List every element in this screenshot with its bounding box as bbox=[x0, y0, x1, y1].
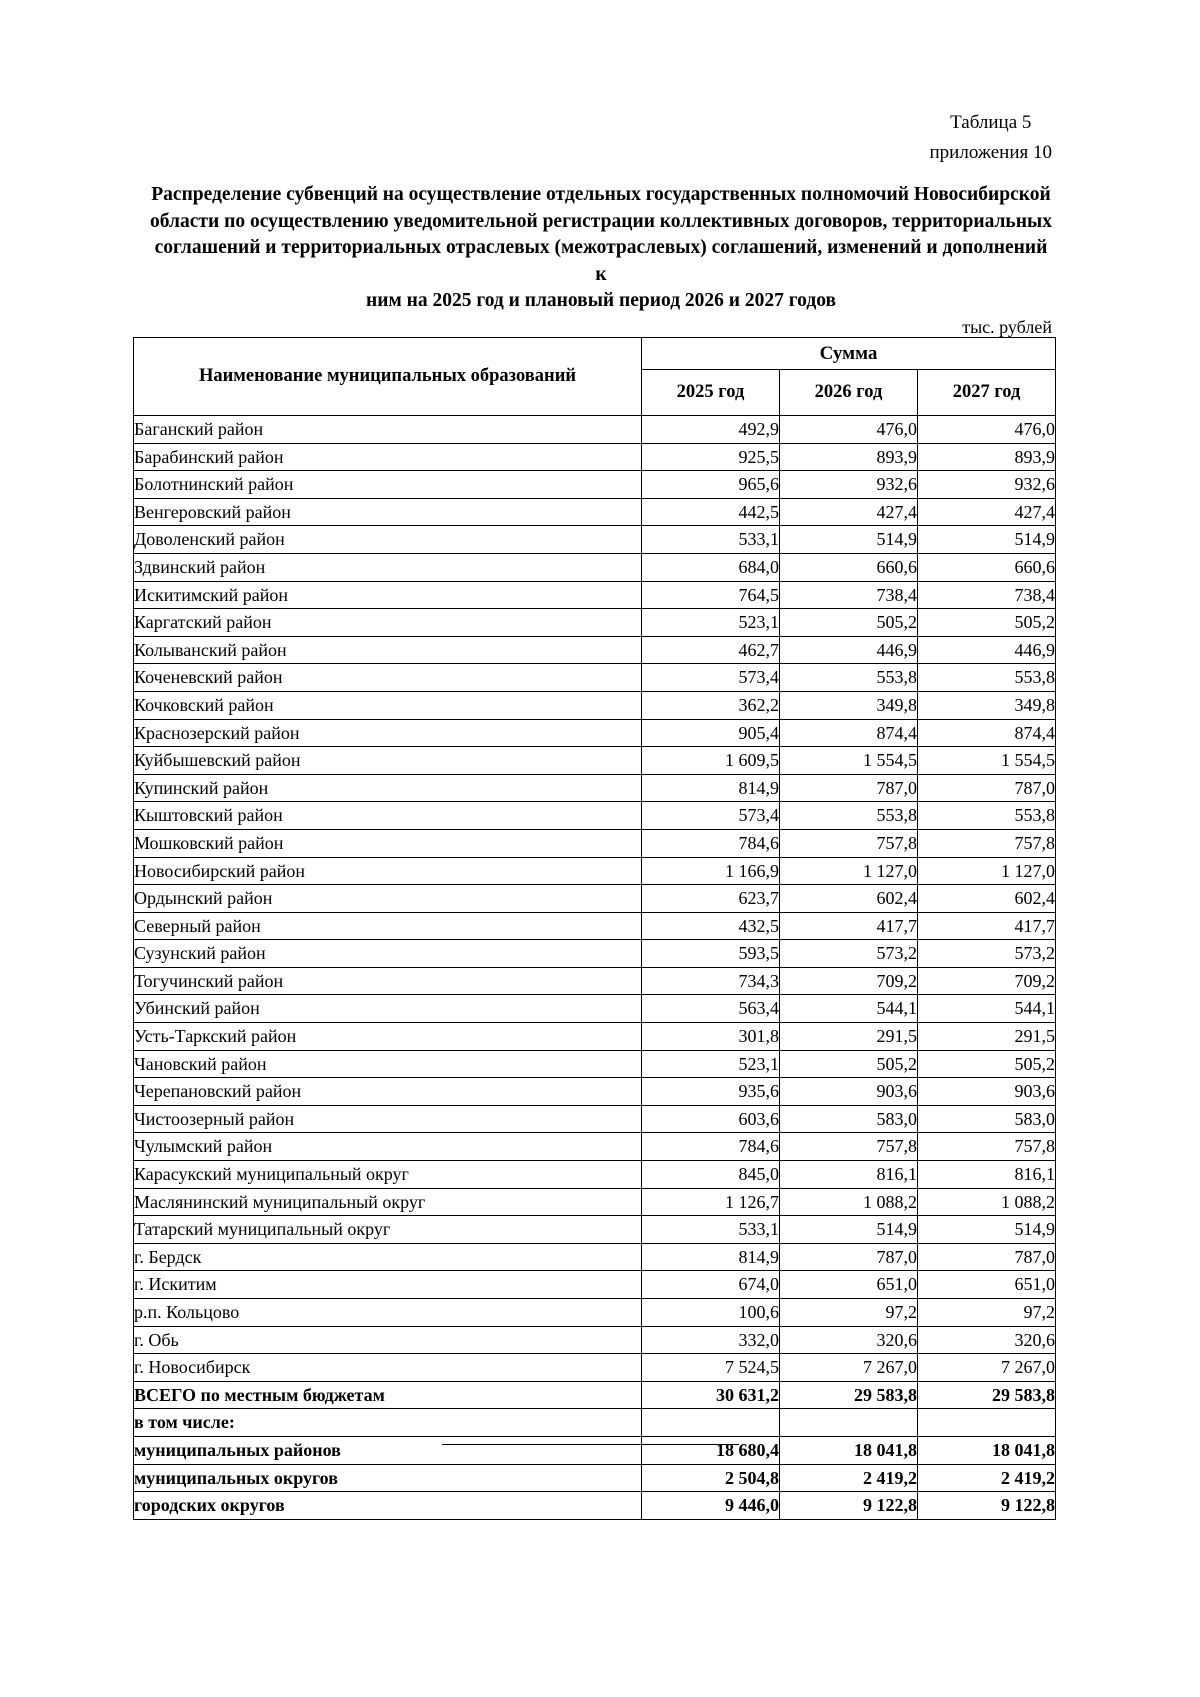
row-value-y2027: 816,1 bbox=[918, 1161, 1056, 1189]
row-value-y2026: 476,0 bbox=[780, 416, 918, 444]
table-row bbox=[134, 885, 1056, 913]
row-value-y2025: 442,5 bbox=[642, 498, 780, 526]
row-value-y2027 bbox=[918, 1409, 1056, 1437]
row-value-y2025: 784,6 bbox=[642, 1133, 780, 1161]
table-row bbox=[134, 1326, 1056, 1354]
row-value-y2025: 573,4 bbox=[642, 802, 780, 830]
row-name-cell: Краснозерский район bbox=[134, 719, 642, 747]
table-row bbox=[134, 912, 1056, 940]
row-value-y2026: 573,2 bbox=[780, 940, 918, 968]
row-value-y2025: 2 504,8 bbox=[642, 1464, 780, 1492]
table-row bbox=[134, 498, 1056, 526]
table-row bbox=[134, 774, 1056, 802]
row-name-cell: в том числе: bbox=[134, 1409, 642, 1437]
row-value-y2026: 553,8 bbox=[780, 802, 918, 830]
table-row bbox=[134, 664, 1056, 692]
row-name-cell: Чановский район bbox=[134, 1050, 642, 1078]
column-header-year-2025: 2025 год bbox=[642, 370, 780, 416]
row-value-y2025: 935,6 bbox=[642, 1078, 780, 1106]
row-value-y2027: 7 267,0 bbox=[918, 1354, 1056, 1382]
row-name-cell: Мошковский район bbox=[134, 829, 642, 857]
table-row bbox=[134, 1271, 1056, 1299]
row-value-y2027: 505,2 bbox=[918, 609, 1056, 637]
row-value-y2027: 476,0 bbox=[918, 416, 1056, 444]
table-row bbox=[134, 1105, 1056, 1133]
table-row bbox=[134, 609, 1056, 637]
row-name-cell: Чистоозерный район bbox=[134, 1105, 642, 1133]
row-value-y2025 bbox=[642, 1409, 780, 1437]
row-name-cell: Новосибирский район bbox=[134, 857, 642, 885]
row-name-cell: Болотнинский район bbox=[134, 471, 642, 499]
table-row bbox=[134, 691, 1056, 719]
row-value-y2027: 660,6 bbox=[918, 553, 1056, 581]
row-value-y2026: 709,2 bbox=[780, 967, 918, 995]
row-value-y2026: 1 088,2 bbox=[780, 1188, 918, 1216]
row-value-y2027: 320,6 bbox=[918, 1326, 1056, 1354]
row-name-cell: Усть-Таркский район bbox=[134, 1023, 642, 1051]
row-value-y2027: 544,1 bbox=[918, 995, 1056, 1023]
row-value-y2026: 874,4 bbox=[780, 719, 918, 747]
row-value-y2025: 432,5 bbox=[642, 912, 780, 940]
row-value-y2025: 593,5 bbox=[642, 940, 780, 968]
row-value-y2026: 446,9 bbox=[780, 636, 918, 664]
table-row bbox=[134, 1050, 1056, 1078]
row-name-cell: Черепановский район bbox=[134, 1078, 642, 1106]
row-value-y2027: 1 127,0 bbox=[918, 857, 1056, 885]
table-row bbox=[134, 443, 1056, 471]
table-body bbox=[134, 416, 1056, 1520]
row-value-y2025: 784,6 bbox=[642, 829, 780, 857]
table-row bbox=[134, 1161, 1056, 1189]
units-label: тыс. рублей bbox=[962, 317, 1052, 337]
row-value-y2026: 427,4 bbox=[780, 498, 918, 526]
table-row bbox=[134, 581, 1056, 609]
row-value-y2027: 709,2 bbox=[918, 967, 1056, 995]
row-value-y2027: 349,8 bbox=[918, 691, 1056, 719]
table-row bbox=[134, 1436, 1056, 1464]
row-value-y2026: 505,2 bbox=[780, 1050, 918, 1078]
row-name-cell: Здвинский район bbox=[134, 553, 642, 581]
table-row bbox=[134, 636, 1056, 664]
row-name-cell: Ордынский район bbox=[134, 885, 642, 913]
row-value-y2026: 757,8 bbox=[780, 1133, 918, 1161]
row-value-y2027: 757,8 bbox=[918, 1133, 1056, 1161]
row-name-cell: Убинский район bbox=[134, 995, 642, 1023]
row-value-y2027: 787,0 bbox=[918, 774, 1056, 802]
row-value-y2026: 417,7 bbox=[780, 912, 918, 940]
row-value-y2025: 734,3 bbox=[642, 967, 780, 995]
row-name-cell: Сузунский район bbox=[134, 940, 642, 968]
row-value-y2027: 29 583,8 bbox=[918, 1381, 1056, 1409]
row-value-y2026: 816,1 bbox=[780, 1161, 918, 1189]
table-row bbox=[134, 1023, 1056, 1051]
row-value-y2025: 1 166,9 bbox=[642, 857, 780, 885]
row-value-y2025: 814,9 bbox=[642, 774, 780, 802]
title-line-4: ним на 2025 год и плановый период 2026 и 2027 годов bbox=[365, 290, 837, 311]
row-value-y2027: 553,8 bbox=[918, 664, 1056, 692]
row-name-cell: Карасукский муниципальный округ bbox=[134, 1161, 642, 1189]
row-value-y2026 bbox=[780, 1409, 918, 1437]
table-row bbox=[134, 1299, 1056, 1327]
row-value-y2026: 291,5 bbox=[780, 1023, 918, 1051]
column-header-year-2027: 2027 год bbox=[918, 370, 1056, 416]
row-value-y2025: 1 126,7 bbox=[642, 1188, 780, 1216]
row-value-y2025: 684,0 bbox=[642, 553, 780, 581]
row-value-y2027: 514,9 bbox=[918, 526, 1056, 554]
table-row bbox=[134, 1354, 1056, 1382]
row-value-y2025: 523,1 bbox=[642, 609, 780, 637]
row-value-y2027: 97,2 bbox=[918, 1299, 1056, 1327]
row-value-y2025: 965,6 bbox=[642, 471, 780, 499]
row-value-y2026: 1 554,5 bbox=[780, 747, 918, 775]
row-value-y2025: 9 446,0 bbox=[642, 1492, 780, 1520]
table-row bbox=[134, 1078, 1056, 1106]
row-value-y2026: 514,9 bbox=[780, 526, 918, 554]
row-value-y2026: 2 419,2 bbox=[780, 1464, 918, 1492]
row-value-y2027: 446,9 bbox=[918, 636, 1056, 664]
row-value-y2025: 301,8 bbox=[642, 1023, 780, 1051]
row-value-y2027: 2 419,2 bbox=[918, 1464, 1056, 1492]
document-reference bbox=[930, 108, 1052, 168]
row-name-cell: Искитимский район bbox=[134, 581, 642, 609]
row-value-y2025: 845,0 bbox=[642, 1161, 780, 1189]
footer-divider bbox=[442, 1444, 739, 1445]
row-value-y2025: 533,1 bbox=[642, 526, 780, 554]
row-name-cell: Кыштовский район bbox=[134, 802, 642, 830]
row-value-y2027: 1 554,5 bbox=[918, 747, 1056, 775]
row-value-y2026: 738,4 bbox=[780, 581, 918, 609]
row-value-y2025: 332,0 bbox=[642, 1326, 780, 1354]
row-value-y2025: 362,2 bbox=[642, 691, 780, 719]
row-value-y2027: 1 088,2 bbox=[918, 1188, 1056, 1216]
table-row bbox=[134, 967, 1056, 995]
row-value-y2027: 9 122,8 bbox=[918, 1492, 1056, 1520]
row-value-y2025: 905,4 bbox=[642, 719, 780, 747]
table-row bbox=[134, 1188, 1056, 1216]
appendix-number: приложения 10 bbox=[929, 142, 1052, 163]
row-name-cell: г. Искитим bbox=[134, 1271, 642, 1299]
row-value-y2027: 932,6 bbox=[918, 471, 1056, 499]
row-value-y2025: 492,9 bbox=[642, 416, 780, 444]
page-title bbox=[148, 182, 1054, 315]
row-value-y2027: 417,7 bbox=[918, 912, 1056, 940]
row-value-y2026: 544,1 bbox=[780, 995, 918, 1023]
row-value-y2026: 660,6 bbox=[780, 553, 918, 581]
row-name-cell: г. Бердск bbox=[134, 1243, 642, 1271]
row-value-y2026: 651,0 bbox=[780, 1271, 918, 1299]
row-name-cell: Татарский муниципальный округ bbox=[134, 1216, 642, 1244]
table-row bbox=[134, 940, 1056, 968]
column-header-group-sum: Сумма bbox=[642, 338, 1056, 370]
row-value-y2025: 623,7 bbox=[642, 885, 780, 913]
row-value-y2027: 427,4 bbox=[918, 498, 1056, 526]
table-row bbox=[134, 553, 1056, 581]
table-header bbox=[134, 338, 1056, 416]
row-name-cell: г. Новосибирск bbox=[134, 1354, 642, 1382]
budget-table bbox=[133, 337, 1056, 1520]
row-value-y2026: 553,8 bbox=[780, 664, 918, 692]
row-name-cell: г. Обь bbox=[134, 1326, 642, 1354]
row-value-y2025: 603,6 bbox=[642, 1105, 780, 1133]
column-header-name: Наименование муниципальных образований bbox=[134, 338, 642, 416]
title-line-3: соглашений и территориальных отраслевых (межотраслевых) соглашений, изменений и дополнений к bbox=[154, 237, 1048, 285]
table-number: Таблица 5 bbox=[950, 112, 1032, 133]
row-value-y2026: 787,0 bbox=[780, 1243, 918, 1271]
row-name-cell: городских округов bbox=[134, 1492, 642, 1520]
row-value-y2026: 903,6 bbox=[780, 1078, 918, 1106]
row-value-y2027: 573,2 bbox=[918, 940, 1056, 968]
row-value-y2025: 100,6 bbox=[642, 1299, 780, 1327]
row-value-y2027: 651,0 bbox=[918, 1271, 1056, 1299]
row-name-cell: муниципальных районов bbox=[134, 1436, 642, 1464]
row-name-cell: Чулымский район bbox=[134, 1133, 642, 1161]
row-name-cell: Северный район bbox=[134, 912, 642, 940]
row-name-cell: Каргатский район bbox=[134, 609, 642, 637]
row-name-cell: р.п. Кольцово bbox=[134, 1299, 642, 1327]
row-value-y2026: 1 127,0 bbox=[780, 857, 918, 885]
row-value-y2027: 757,8 bbox=[918, 829, 1056, 857]
table-row bbox=[134, 1464, 1056, 1492]
table-row bbox=[134, 995, 1056, 1023]
column-header-year-2026: 2026 год bbox=[780, 370, 918, 416]
row-value-y2027: 787,0 bbox=[918, 1243, 1056, 1271]
row-value-y2027: 583,0 bbox=[918, 1105, 1056, 1133]
row-value-y2026: 97,2 bbox=[780, 1299, 918, 1327]
table-row bbox=[134, 1243, 1056, 1271]
row-name-cell: ВСЕГО по местным бюджетам bbox=[134, 1381, 642, 1409]
row-value-y2027: 514,9 bbox=[918, 1216, 1056, 1244]
row-value-y2026: 893,9 bbox=[780, 443, 918, 471]
row-value-y2025: 814,9 bbox=[642, 1243, 780, 1271]
row-value-y2026: 349,8 bbox=[780, 691, 918, 719]
row-value-y2025: 18 680,4 bbox=[642, 1436, 780, 1464]
title-line-1: Распределение субвенций на осуществление отдельных государственных полномочий Новосибирской bbox=[151, 184, 1051, 205]
row-value-y2027: 893,9 bbox=[918, 443, 1056, 471]
row-value-y2027: 291,5 bbox=[918, 1023, 1056, 1051]
row-name-cell: Колыванский район bbox=[134, 636, 642, 664]
row-value-y2026: 7 267,0 bbox=[780, 1354, 918, 1382]
table-row bbox=[134, 719, 1056, 747]
row-value-y2025: 523,1 bbox=[642, 1050, 780, 1078]
table-row bbox=[134, 857, 1056, 885]
row-value-y2026: 787,0 bbox=[780, 774, 918, 802]
row-name-cell: Кочковский район bbox=[134, 691, 642, 719]
row-value-y2025: 573,4 bbox=[642, 664, 780, 692]
row-value-y2026: 514,9 bbox=[780, 1216, 918, 1244]
row-value-y2026: 932,6 bbox=[780, 471, 918, 499]
row-value-y2027: 553,8 bbox=[918, 802, 1056, 830]
row-value-y2025: 925,5 bbox=[642, 443, 780, 471]
table-row bbox=[134, 1492, 1056, 1520]
row-name-cell: Коченевский район bbox=[134, 664, 642, 692]
row-value-y2027: 903,6 bbox=[918, 1078, 1056, 1106]
table-row bbox=[134, 747, 1056, 775]
table-row bbox=[134, 526, 1056, 554]
row-name-cell: Купинский район bbox=[134, 774, 642, 802]
table-row bbox=[134, 471, 1056, 499]
row-value-y2025: 7 524,5 bbox=[642, 1354, 780, 1382]
row-value-y2025: 563,4 bbox=[642, 995, 780, 1023]
row-value-y2025: 764,5 bbox=[642, 581, 780, 609]
row-name-cell: Куйбышевский район bbox=[134, 747, 642, 775]
table-row bbox=[134, 416, 1056, 444]
row-name-cell: Доволенский район bbox=[134, 526, 642, 554]
row-value-y2026: 757,8 bbox=[780, 829, 918, 857]
table-row bbox=[134, 1409, 1056, 1437]
table-row bbox=[134, 802, 1056, 830]
row-name-cell: Баганский район bbox=[134, 416, 642, 444]
table-header-row-1 bbox=[134, 338, 1056, 370]
row-value-y2026: 18 041,8 bbox=[780, 1436, 918, 1464]
row-name-cell: Венгеровский район bbox=[134, 498, 642, 526]
row-value-y2026: 320,6 bbox=[780, 1326, 918, 1354]
row-value-y2026: 505,2 bbox=[780, 609, 918, 637]
row-value-y2027: 18 041,8 bbox=[918, 1436, 1056, 1464]
table-row bbox=[134, 1216, 1056, 1244]
row-name-cell: Барабинский район bbox=[134, 443, 642, 471]
row-name-cell: Маслянинский муниципальный округ bbox=[134, 1188, 642, 1216]
row-value-y2025: 1 609,5 bbox=[642, 747, 780, 775]
row-value-y2027: 505,2 bbox=[918, 1050, 1056, 1078]
budget-table-wrapper bbox=[133, 337, 1055, 1520]
row-value-y2026: 583,0 bbox=[780, 1105, 918, 1133]
row-value-y2025: 462,7 bbox=[642, 636, 780, 664]
table-row bbox=[134, 1381, 1056, 1409]
row-value-y2025: 533,1 bbox=[642, 1216, 780, 1244]
row-value-y2026: 29 583,8 bbox=[780, 1381, 918, 1409]
row-value-y2027: 602,4 bbox=[918, 885, 1056, 913]
row-value-y2026: 9 122,8 bbox=[780, 1492, 918, 1520]
row-name-cell: муниципальных округов bbox=[134, 1464, 642, 1492]
table-row bbox=[134, 829, 1056, 857]
row-value-y2026: 602,4 bbox=[780, 885, 918, 913]
title-line-2: области по осуществлению уведомительной регистрации коллективных договоров, территориальных bbox=[150, 210, 1052, 232]
table-row bbox=[134, 1133, 1056, 1161]
row-value-y2027: 874,4 bbox=[918, 719, 1056, 747]
row-value-y2025: 674,0 bbox=[642, 1271, 780, 1299]
row-value-y2025: 30 631,2 bbox=[642, 1381, 780, 1409]
row-name-cell: Тогучинский район bbox=[134, 967, 642, 995]
row-value-y2027: 738,4 bbox=[918, 581, 1056, 609]
